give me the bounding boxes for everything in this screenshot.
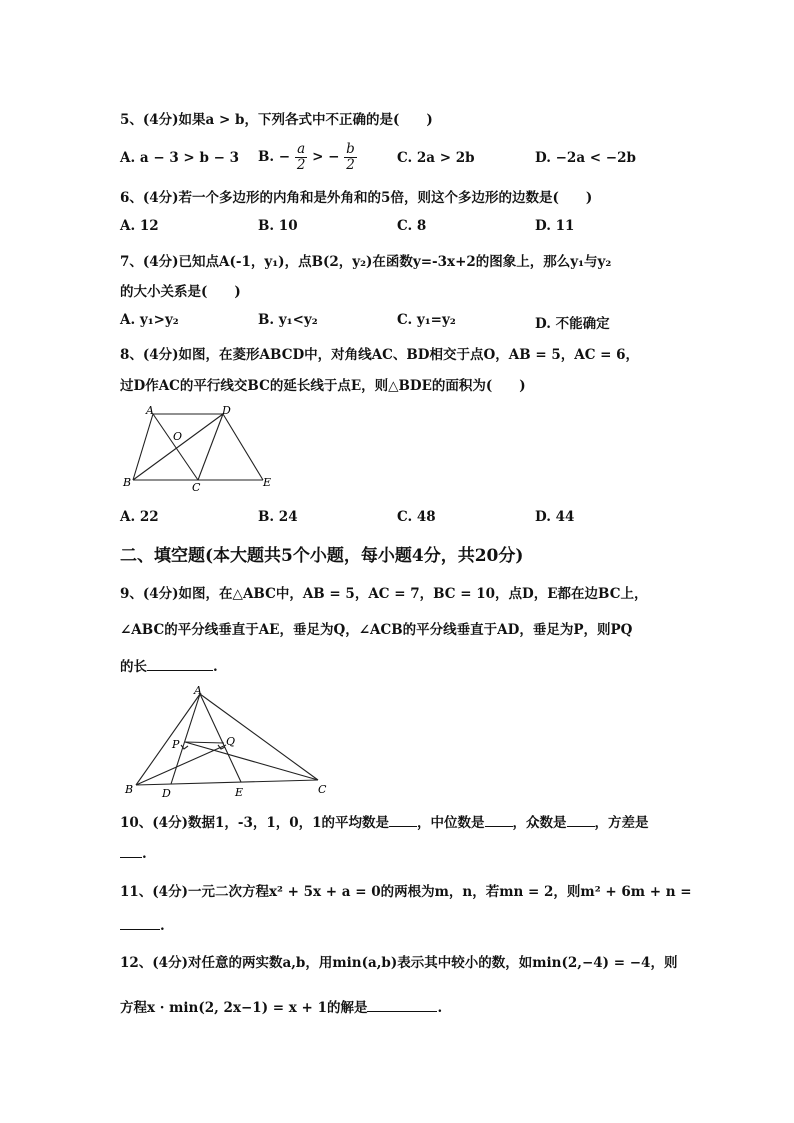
q11-answer-blank (120, 917, 160, 930)
q6-option-d: D. 11 (535, 218, 575, 234)
q6-option-a: A. 12 (120, 218, 159, 234)
q10-blank-median (485, 814, 513, 827)
q8-option-c: C. 48 (397, 509, 436, 525)
q9-edge-bc (136, 780, 318, 785)
q10-stem-line2-end: . (142, 846, 147, 862)
q9-label-b: B (125, 783, 134, 796)
q9-stem-line3 (120, 655, 218, 675)
q12-stem-line2 (120, 996, 442, 1016)
q9-label-q: Q (226, 735, 236, 748)
q9-label-p: P (172, 738, 180, 751)
q9-stem-line2: ∠ABC的平分线垂直于AE，垂足为Q，∠ACB的平分线垂直于AD，垂足为P，则PQ (120, 622, 633, 638)
q9-answer-blank (147, 658, 213, 671)
q8-label-c: C (192, 481, 201, 494)
q8-label-b: B (123, 476, 132, 489)
q8-rhombus-figure (118, 402, 278, 494)
q7-option-b: B. y₁<y₂ (258, 312, 318, 328)
q9-stem-line1: 9、(4分)如图，在△ABC中，AB = 5，AC = 7，BC = 10，点D，E都在边BC上， (120, 586, 648, 602)
q9-stem-line3-end: . (213, 659, 218, 675)
q5-option-b (258, 142, 357, 173)
q9-label-e: E (235, 786, 244, 799)
q8-edge-ab (133, 414, 153, 480)
q5-option-a: A. a − 3 > b − 3 (120, 150, 239, 166)
q9-segment-pq (185, 742, 224, 743)
q8-edge-dc (198, 414, 223, 480)
q10-blank-variance (120, 845, 142, 858)
q8-label-e: E (263, 476, 272, 489)
q8-label-a: A (146, 404, 154, 417)
q5-option-d: D. −2a < −2b (535, 150, 636, 166)
q8-diagonal-bd (133, 414, 223, 480)
q9-bisector-c (185, 742, 318, 780)
q6-option-b: B. 10 (258, 218, 298, 234)
q7-option-a: A. y₁>y₂ (120, 312, 179, 328)
q12-stem-line2-text: 方程x · min(2, 2x−1) = x + 1的解是 (120, 1000, 368, 1016)
q10-stem-line2 (120, 845, 147, 862)
q5-option-b-mid: > − (312, 149, 340, 165)
q8-diagonal-ac (153, 414, 198, 480)
q12-stem-line1: 12、(4分)对任意的两实数a,b，用min(a,b)表示其中较小的数，如min(2,−4) = −4，则 (120, 955, 678, 971)
q8-stem-line2: 过D作AC的平行线交BC的延长线于点E，则△BDE的面积为( ) (120, 378, 526, 394)
q10-text-2: ，中位数是 (417, 815, 485, 831)
q7-option-c: C. y₁=y₂ (397, 312, 456, 328)
q12-answer-blank (367, 999, 437, 1012)
q10-blank-mean (389, 814, 417, 827)
q9-label-a: A (194, 684, 202, 697)
q12-stem-line2-end: . (437, 1000, 443, 1016)
q9-label-c: C (318, 783, 327, 796)
q5-frac2-den: 2 (346, 157, 355, 173)
q8-option-a: A. 22 (120, 509, 159, 525)
q7-stem-line1: 7、(4分)已知点A(-1，y₁)，点B(2，y₂)在函数y=-3x+2的图象上，那么y₁与y₂ (120, 254, 612, 270)
q7-stem-line2: 的大小关系是( ) (120, 284, 241, 300)
q5-frac-a-2 (295, 142, 308, 173)
q5-frac1-den: 2 (296, 157, 306, 173)
q10-blank-mode (567, 814, 595, 827)
q10-text-3: ，众数是 (512, 815, 567, 831)
q8-option-d: D. 44 (535, 509, 575, 525)
q11-stem-line1: 11、(4分)一元二次方程x² + 5x + a = 0的两根为m，n，若mn = 2，则m² + 6m + n = (120, 884, 692, 900)
q8-stem-line1: 8、(4分)如图，在菱形ABCD中，对角线AC、BD相交于点O，AB = 5，AC = 6， (120, 347, 640, 363)
q5-frac1-num: a (295, 142, 308, 158)
section-fill-in-heading: 二、填空题(本大题共5个小题，每小题4分，共20分) (120, 546, 524, 566)
q5-stem: 5、(4分)如果a > b，下列各式中不正确的是( ) (120, 112, 433, 128)
q5-option-b-prefix: B. − (258, 149, 291, 165)
q8-option-b: B. 24 (258, 509, 298, 525)
q5-frac2-num: b (346, 141, 355, 157)
q6-stem: 6、(4分)若一个多边形的内角和是外角和的5倍，则这个多边形的边数是( ) (120, 190, 593, 206)
q8-edge-de (223, 414, 263, 480)
q10-text-4: ，方差是 (594, 815, 649, 831)
q9-stem-line3-text: 的长 (120, 659, 147, 675)
q8-label-o: O (173, 430, 183, 443)
q9-edge-ac (200, 694, 318, 780)
q9-triangle-figure (122, 682, 332, 802)
q10-text-1: 10、(4分)数据1，-3，1，0，1的平均数是 (120, 815, 390, 831)
q5-option-c: C. 2a > 2b (397, 150, 475, 166)
q6-option-c: C. 8 (397, 218, 427, 234)
q10-stem-line1 (120, 811, 649, 831)
q8-label-d: D (222, 404, 231, 417)
q11-stem-line2 (120, 917, 165, 934)
q5-frac-b-2 (344, 142, 357, 173)
q9-label-d: D (162, 787, 171, 800)
q11-stem-line2-end: . (160, 918, 165, 934)
q7-option-d: D. 不能确定 (535, 316, 610, 332)
